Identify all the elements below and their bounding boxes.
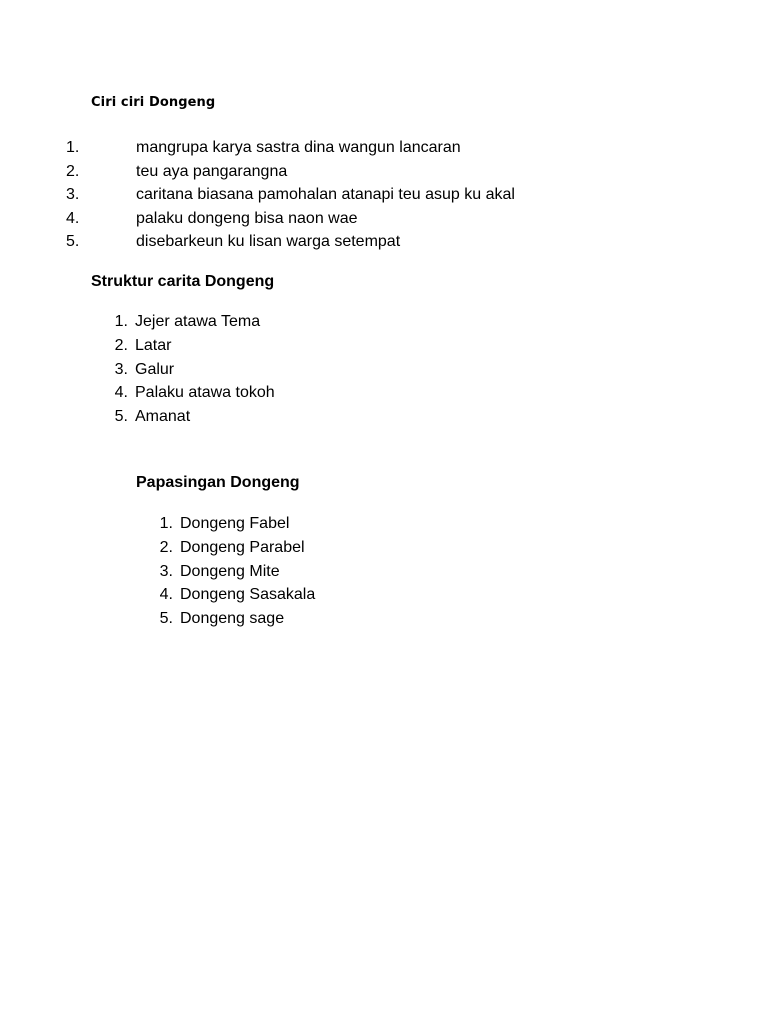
list-number: 2. — [66, 162, 80, 180]
list-text: caritana biasana pamohalan atanapi teu asup ku akal — [136, 186, 515, 203]
list-text: Palaku atawa tokoh — [135, 384, 275, 402]
list-number: 3. — [159, 562, 173, 580]
list-text: palaku dongeng bisa naon wae — [136, 209, 358, 227]
list-text: Amanat — [135, 408, 191, 426]
list-item — [106, 337, 275, 361]
ciri-list — [66, 139, 515, 257]
list-number: 5. — [159, 610, 173, 628]
list-item — [151, 586, 315, 610]
section-title-ciri: Ciri ciri Dongeng — [91, 95, 216, 110]
list-text: mangrupa karya sastra dina wangun lancaran — [136, 139, 461, 156]
list-item — [106, 361, 275, 385]
list-item — [66, 186, 515, 210]
list-text: Jejer atawa Tema — [135, 313, 261, 330]
section-title-struktur: Struktur carita Dongeng — [91, 273, 275, 290]
list-item — [106, 313, 275, 337]
list-text: Dongeng Mite — [180, 562, 280, 580]
list-text: disebarkeun ku lisan warga setempat — [136, 233, 401, 250]
list-text: Dongeng Parabel — [180, 538, 305, 556]
list-number: 5. — [66, 233, 80, 250]
list-item — [151, 563, 315, 587]
list-text: Galur — [135, 360, 175, 378]
list-text: Dongeng Fabel — [180, 515, 290, 532]
list-item — [66, 139, 515, 163]
list-number: 4. — [66, 209, 80, 227]
list-number: 5. — [114, 408, 128, 426]
list-number: 1. — [159, 515, 173, 532]
list-item — [106, 384, 275, 408]
list-item — [151, 610, 315, 634]
list-number: 3. — [114, 360, 128, 378]
list-item — [66, 163, 515, 187]
list-number: 1. — [114, 313, 128, 330]
list-item — [106, 408, 275, 432]
list-text: Dongeng Sasakala — [180, 586, 316, 604]
list-number: 4. — [159, 586, 173, 604]
list-item — [66, 210, 515, 234]
list-item — [151, 539, 315, 563]
section-title-papasingan: Papasingan Dongeng — [136, 474, 300, 491]
list-item — [66, 233, 515, 257]
struktur-list — [106, 313, 275, 432]
list-number: 2. — [159, 538, 173, 556]
list-number: 3. — [66, 186, 80, 203]
list-number: 2. — [114, 336, 128, 354]
list-text: Latar — [135, 336, 172, 354]
list-number: 1. — [66, 139, 80, 156]
list-text: Dongeng sage — [180, 610, 285, 628]
list-text: teu aya pangarangna — [136, 162, 288, 180]
list-number: 4. — [114, 384, 128, 402]
papasingan-list — [151, 515, 315, 634]
list-item — [151, 515, 315, 539]
